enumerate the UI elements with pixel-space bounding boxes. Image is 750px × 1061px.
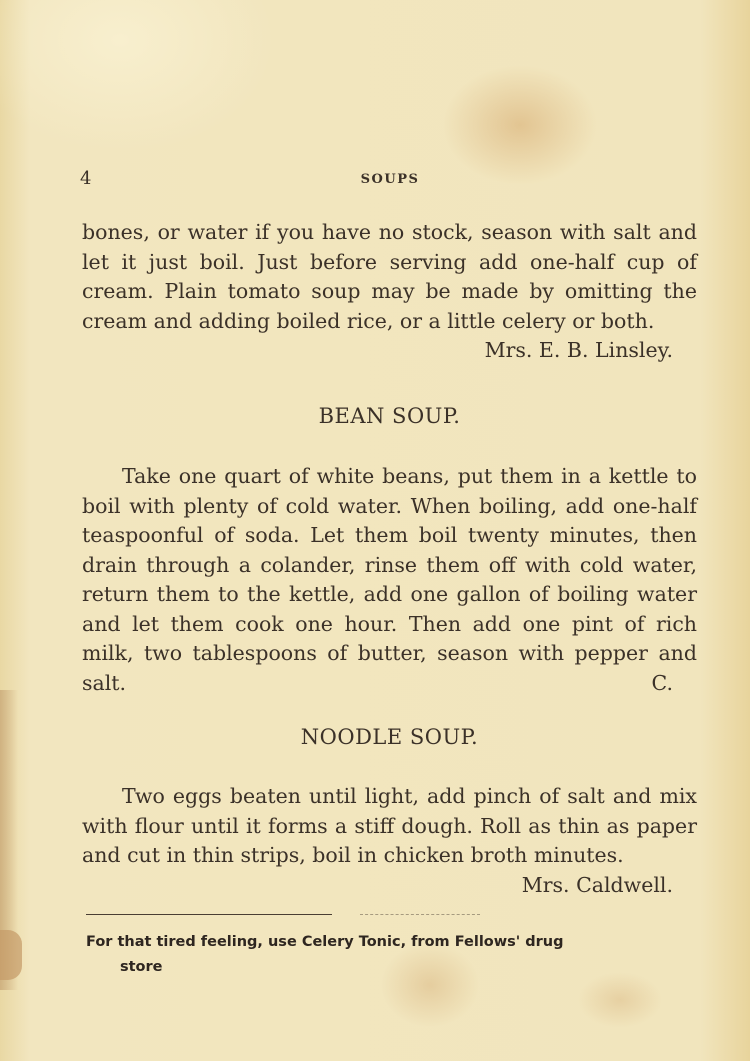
page-edge-stain (0, 930, 22, 980)
page-header (80, 168, 700, 192)
running-head: SOUPS (360, 172, 420, 187)
noodle-soup-paragraph (82, 782, 697, 900)
noodle-soup-signature: Mrs. Caldwell. (521, 872, 673, 897)
divider-rule-faint (360, 914, 480, 915)
noodle-soup-title: NOODLE SOUP. (300, 725, 479, 749)
advertisement-line-2: store (120, 959, 163, 975)
bean-soup-text: Take one quart of white beans, put them in a kettle to boil with plenty of cold water. When boiling, add one-half teaspoonful of soda. Let them boil twenty minutes, then drain through a colander, rinse them off with cold water, return them to the kettle, add one gallon of boiling water and let them cook one hour. Then add one pint of rich milk, two tablespoons of butter, season with pepper and salt. (82, 464, 697, 695)
intro-text: bones, or water if you have no stock, season with salt and let it just boil. Just before serving add one-half cup of cream. Plain tomato soup may be made by omitting the cream and adding boiled rice, or a little celery or both. (82, 220, 697, 333)
intro-signature: Mrs. E. B. Linsley. (484, 338, 673, 362)
bean-soup-title: BEAN SOUP. (318, 404, 461, 428)
intro-paragraph (82, 218, 697, 366)
advertisement-line-1: For that tired feeling, use Celery Tonic, from Fellows' drug (86, 934, 564, 950)
bean-soup-signature: C. (651, 670, 673, 695)
page-number: 4 (80, 168, 92, 189)
advertisement (86, 930, 706, 980)
noodle-soup-text: Two eggs beaten until light, add pinch of salt and mix with flour until it forms a stiff dough. Roll as thin as paper and cut in thin strips, boil in chicken broth minutes. (82, 784, 697, 867)
divider-rule (86, 914, 332, 915)
bean-soup-paragraph (82, 462, 697, 698)
